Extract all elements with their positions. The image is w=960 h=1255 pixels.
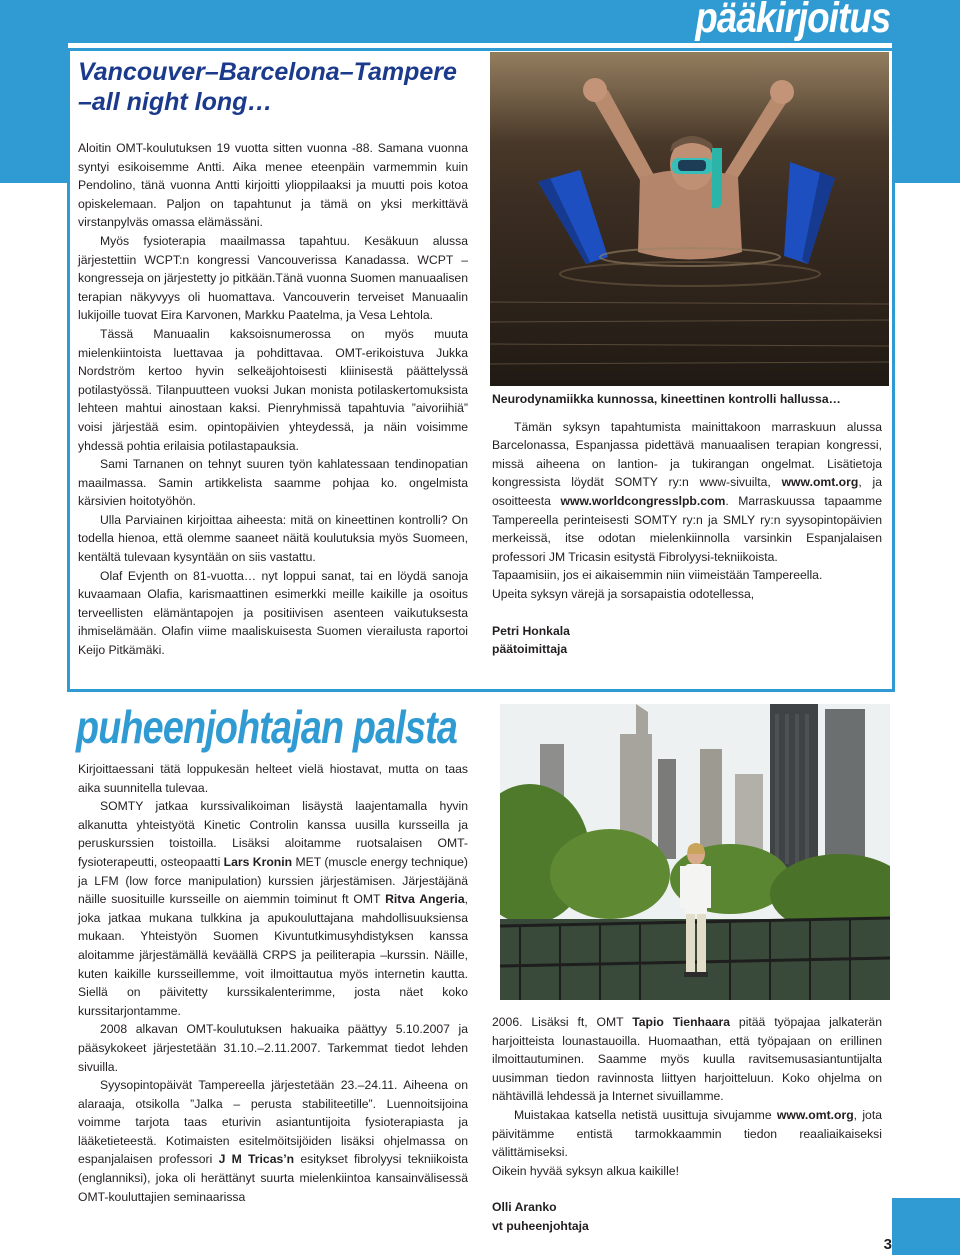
page-number: 3 xyxy=(883,1236,892,1253)
paragraph: Olaf Evjenth on 81-vuotta… nyt loppui sanat, tai en löydä sanoja kuvaamaan Olafia, karismaattinen esimerkki meille kaikille ja osoitus terveellisten elämäntapojen ja positiivisen asenteen vaikutuksesta ihmiselämään. Olafin viime maaliskuisesta Suomen vierailusta raportoi Keijo Pitkämäki. xyxy=(78,568,468,658)
text-run: , jota päivitämme entistä tarmokkaammin tiedon reaaliaikaiseksi välittämiseksi. xyxy=(492,1107,882,1160)
photo-caption: Neurodynamiikka kunnossa, kineettinen kontrolli hallussa… xyxy=(492,392,841,406)
omt-link[interactable]: www.omt.org xyxy=(781,475,859,490)
paragraph xyxy=(492,1013,882,1106)
paragraph: Oikein hyvää syksyn alkua kaikille! xyxy=(492,1163,679,1178)
swimmer-photo xyxy=(490,52,889,386)
text-run: Syysopintopäivät Tampereella järjestetään 23.–24.11. Aiheena on alaraaja, otsikolla ”Jalka – perusta stabiliteetille”. Luennoitsijoina voimme tarjota taas eturivin asiantuntijoita fysioterapiasta ja lääketieteestä. Kotimaisten esitelmöitsijöiden lisäksi ohjelmassa on espanjalaisen professori xyxy=(78,1078,468,1167)
paragraph xyxy=(492,1106,882,1162)
paragraph: Ulla Parviainen kirjoittaa aiheesta: mitä on kineettinen kontrolli? On todella hienoa, että olemme saaneet näitä koulutuksia myös Suomeen, kentältä tulevaan kysyntään on siis vastattu. xyxy=(78,512,468,565)
paragraph: Tapaamisiin, jos ei aikaisemmin niin viimeistään Tampereella. xyxy=(492,568,823,583)
editorial-title xyxy=(78,57,498,117)
title-line-2: –all night long… xyxy=(78,88,273,116)
paragraph: Aloitin OMT-koulutuksen 19 vuotta sitten vuonna -88. Samana vuonna syntyi esikoisemme Antti. Aika menee eteenpäin varmemmin kuin Pendolino, tänä vuonna Antti kirjoitti ylioppilaaksi ja muutti pois kotoa opiskelemaan. Paljon on tapahtunut ja tämä on yksi merkittävä virstanpylväs omassa elämässäni. xyxy=(78,141,468,230)
text-run: Tämän syksyn tapahtumista mainittakoon marraskuun alussa Barcelonassa, Espanjassa pidettävä manuaalisen terapian kongressi, missä aiheena on lantion- ja tukirangan ongelmat. Lisätietoja kongressista löydät SOMTY ry:n www-sivuilta, xyxy=(492,419,882,490)
text-run: SOMTY jatkaa kurssivalikoiman lisäystä laajentamalla hyvin alkanutta yhteistyötä Kinetic Controlin kanssa uusilla kursseilla ja peruskurssien toistoilla. Lisäksi aloitamme ruotsalaisen OMT-fysioterapeutti, osteopaatti xyxy=(78,799,468,869)
text-run: pitää työpajaa jalkaterän harjoitteista lounastauoilla. Huomaathan, että työpajaan on erillinen ilmoittautuminen. Saamme myös kuulla ravitsemusasiantuntijalta uusimman tiedon ravinnosta liittyen harjoitteluun. Koko ohjelma on nähtävillä lehdessä ja Internet sivuillamme. xyxy=(492,1015,882,1104)
person-name: Ritva Angeria xyxy=(385,892,465,907)
signature-role: päätoimittaja xyxy=(492,642,568,657)
section-kicker: pääkirjoitus xyxy=(695,0,890,42)
text-run: esitykset fibrolyysi tekniikoista (englanniksi), joka oli herättänyt suurta mielenkiintoa kansainvälisessä OMT-kouluttajien seminaarissa xyxy=(78,1152,468,1204)
text-run: . Marraskuussa tapaamme Tampereella perinteisesti SOMTY ry:n ja SMLY ry:n syysopintopäivien merkeissä, itse odotan mielenkiinnolla varsinkin Espanjalaisen professori JM Tricasin esitystä Fibrolyysi-tekniikoista. xyxy=(492,493,882,564)
person-name: J M Tricas’n xyxy=(218,1152,295,1167)
title-line-1: Vancouver–Barcelona–Tampere xyxy=(78,58,457,86)
paragraph xyxy=(78,1076,468,1206)
chair-column-1 xyxy=(78,760,468,1206)
signature xyxy=(492,1198,882,1235)
text-run: Muistakaa katsella netistä uusittuja sivujamme xyxy=(514,1107,777,1122)
corner-accent xyxy=(892,1198,960,1255)
editorial-column-2 xyxy=(492,390,882,659)
paragraph: Upeita syksyn värejä ja sorsapaistia odotellessa, xyxy=(492,586,755,601)
left-accent-band xyxy=(0,43,68,183)
signature-role: vt puheenjohtaja xyxy=(492,1218,589,1233)
signature xyxy=(492,622,882,659)
chair-column-title: puheenjohtajan palsta xyxy=(76,701,458,753)
text-run: , ja osoitteesta xyxy=(492,475,883,508)
text-run: 2006. Lisäksi ft, OMT xyxy=(492,1015,633,1029)
person-name: Lars Kronin xyxy=(223,854,293,869)
paragraph: Tässä Manuaalin kaksoisnumerossa on myös muuta mielenkiintoista luettavaa ja pohdittavaa. OMT-erikoistuva Jukka Nordström kertoo hyvin selkeäjohtoisesti kliinisestä päättelyssä potilastyössä. Tilanpuutteen vuoksi Jukan monista potilaskertomuksista lehteen mahtui ainostaan kaksi. Pienryhmissä tapahtuvia ”aivoriihiä” voisi järjestää esim. opintopäivien yhteydessä, ja näin voisimme yhdessä pohtia erilaisia potilastapauksia. xyxy=(78,326,468,453)
chair-column-2 xyxy=(492,1013,882,1236)
congress-link[interactable]: www.worldcongresslpb.com xyxy=(560,493,726,508)
right-accent-band xyxy=(892,43,960,183)
paragraph xyxy=(492,418,882,567)
text-run: MET (muscle energy technique) ja LFM (low force manipulation) kurssien järjestämisen. Järjestäjänä näille suosituille kursseille on aiemmin toiminut ft OMT xyxy=(78,854,468,907)
signature-name: Olli Aranko xyxy=(492,1200,557,1215)
paragraph: Sami Tarnanen on tehnyt suuren työn kahlatessaan tendinopatian maailmassa. Samin artikkelista saamme pohjaa ko. ongelmista kärsivien hoitotyöhön. xyxy=(78,457,468,509)
omt-link[interactable]: www.omt.org xyxy=(776,1107,854,1122)
editorial-column-1 xyxy=(78,139,468,660)
swimmer-illustration xyxy=(490,52,889,386)
signature-name: Petri Honkala xyxy=(492,623,570,638)
paragraph: Myös fysioterapia maailmassa tapahtuu. Kesäkuun alussa järjestettiin WCPT:n kongressi Vancouverissa Kanadassa. WCPT –kongresseja on järjestetty jo pitkään.Tänä vuonna Suomen manuaalisen terapian näkyvyys oli huomattava. Vancouverin terveiset Manuaalin lukijoille tuovat Eira Karvonen, Markku Paatelma, ja Vesa Lehtola. xyxy=(78,233,468,323)
paragraph xyxy=(78,797,468,1020)
text-run: , joka jatkaa mukana tulkkina ja apukouluttajana mahdollisuuksiensa mukaan. Yhteistyön Suomen Kivuntutkimusyhdistyksen kanssa aloitamme järjestämällä keväällä CRPS ja peiliterapia –kurssin. Näille, kuten kaikille kursseillemme, voit ilmoittautua myös internetin kautta. Siellä on päivitetty kurssikalenterimme, josta näet koko kurssitarjontamme. xyxy=(78,892,468,1018)
paragraph: Kirjoittaessani tätä loppukesän helteet vielä hiostavat, mutta on taas aika suunnitella tulevaa. xyxy=(78,762,468,795)
park-illustration xyxy=(500,704,890,1000)
paragraph: 2008 alkavan OMT-koulutuksen hakuaika päättyy 5.10.2007 ja pääsykokeet järjestetään 31.10.–2.11.2007. Tarkemmat tiedot lehden sivuilla. xyxy=(78,1022,468,1074)
park-photo xyxy=(500,704,890,1000)
person-name: Tapio Tienhaara xyxy=(632,1015,731,1029)
